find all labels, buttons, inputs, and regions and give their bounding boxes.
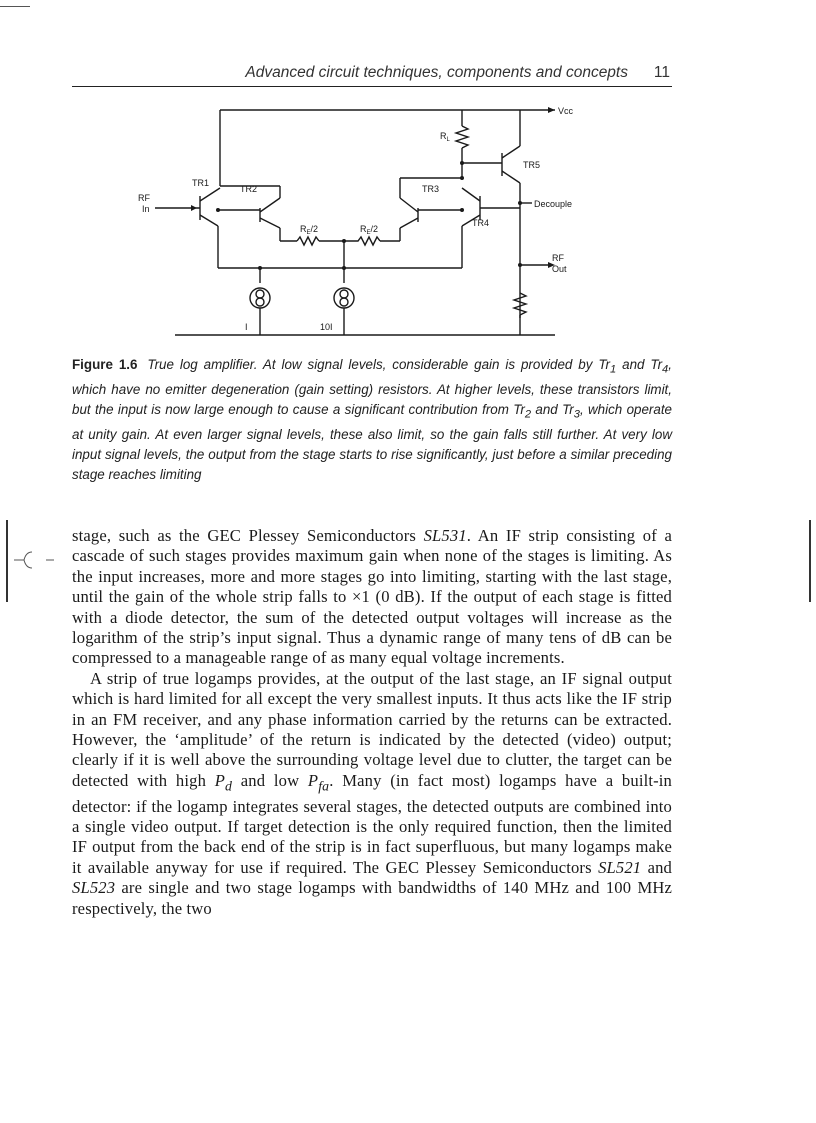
rf-out-label: RF — [552, 253, 564, 263]
margin-change-bar-left — [6, 520, 8, 602]
rf-out-sub-label: Out — [552, 264, 567, 274]
margin-change-bar-right — [809, 520, 811, 602]
vcc-label: Vcc — [558, 106, 574, 116]
caption-sub-2: 2 — [524, 408, 532, 421]
crop-mark — [0, 6, 30, 7]
paragraph-1: stage, such as the GEC Plessey Semiconductors SL531. An IF strip consisting of a cascade of such stages provides maximum gain when none of the stages is limiting. As the input increases, more and more stages go into limiting, starting with the last stage, until the gain of the whole strip falls to ×1 (0 dB). If the output of each stage is fitted with a diode detector, the sum of the detected output voltages will increase as the logarithm of the strip’s input signal. Thus a dynamic range of many tens of dB can be compressed to a manageable range of as many equal voltage increments. — [72, 526, 672, 668]
current-source-10i-label: 10I — [320, 322, 333, 332]
tr1-label: TR1 — [192, 178, 210, 188]
caption-text-5: , which operate at unity gain. At even larger signal levels, these also limit, so the gain falls still further. At very low input signal levels, the output from the stage starts to rise significantly, just before a similar preceding stage reaches limiting — [72, 402, 672, 483]
re-right-label: $R_E/2$ — [360, 224, 379, 236]
part-sl531: SL531 — [423, 526, 467, 545]
current-source-i-label: I — [245, 322, 248, 332]
caption-text-1: True log amplifier. At low signal levels, considerable gain is provided by Tr — [147, 357, 610, 372]
rl-label: $R_L$ — [440, 131, 450, 143]
caption-sub-4: 4 — [662, 363, 669, 376]
part-sl523: SL523 — [72, 878, 116, 898]
decouple-label: Decouple — [534, 199, 573, 209]
tr4-label: TR4 — [472, 218, 490, 228]
figure-label: Figure 1.6 — [72, 357, 138, 372]
figure-1-6-circuit — [100, 98, 600, 343]
running-head — [72, 62, 672, 87]
caption-text-4: and Tr — [531, 402, 574, 418]
symbol-pd: $P_d$ — [214, 770, 233, 794]
tr5-label: TR5 — [523, 160, 541, 170]
rf-in-label: RF — [138, 193, 150, 203]
body-text — [72, 526, 672, 919]
tr2-label: TR2 — [240, 184, 258, 194]
rf-in-sub-label: In — [142, 204, 150, 214]
figure-caption — [72, 355, 672, 486]
tr3-label: TR3 — [422, 184, 440, 194]
re-left-label: $R_E/2$ — [300, 224, 319, 236]
running-head-title: Advanced circuit techniques, components and concepts — [245, 64, 628, 81]
log-amplifier-schematic — [100, 98, 600, 343]
symbol-pfa: $P_{fa}$ — [307, 770, 330, 794]
caption-sub-3: 3 — [573, 408, 580, 421]
margin-insert-mark — [10, 548, 60, 572]
page-number: 11 — [653, 64, 670, 81]
paragraph-2: A strip of true logamps provides, at the output of the last stage, an IF signal output which is hard limited for all except the very smallest inputs. It thus acts like the IF strip in an FM receiver, and any phase information carried by the returns can be extracted. However, the ‘amplitude’ of the return is indicated by the detected (video) output; clearly if it is well above the surrounding voltage level due to clutter, the target can be detected with high $P_d$ and low $P_{fa}$. Many (in fact most) logamps have a built-in detector: if the logamp integrates several stages, the detected outputs are combined into a single video output. If target detection is the only required function, then the limited IF output from the back end of the strip is in fact superfluous, but many logamps make it available anyway for use if required. The GEC Plessey Semiconductors SL521 and SL523 are single and two stage logamps with bandwidths of 140 MHz and 100 MHz respectively, the two — [72, 668, 672, 918]
caption-sub-1: 1 — [609, 363, 617, 376]
part-sl521: SL521 — [598, 857, 642, 877]
caption-text-3: , which have no emitter degeneration (gain setting) resistors. At higher levels, these transistors limit, but the input is now large enough to cause a significant contribution from Tr — [72, 357, 672, 418]
caption-text-2: and Tr — [616, 357, 663, 372]
